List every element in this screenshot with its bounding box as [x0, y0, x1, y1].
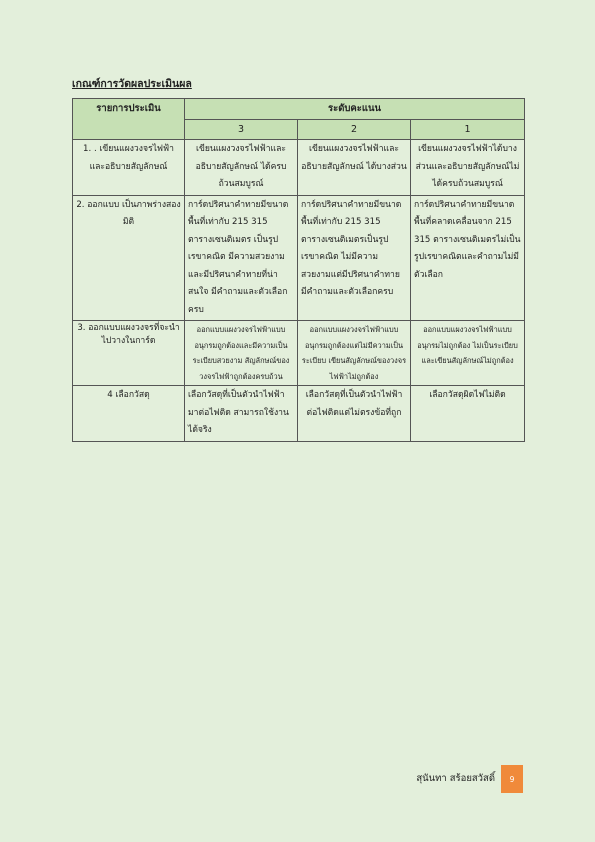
header-score-1: 1 — [411, 119, 525, 140]
criterion-cell: 1. . เขียนแผงวงจรไฟฟ้าและอธิบายสัญลักษณ์ — [73, 140, 185, 196]
score-cell: เขียนแผงวงจรไฟฟ้าได้บางส่วนและอธิบายสัญลักษณ์ไม่ได้ครบถ้วนสมบูรณ์ — [411, 140, 525, 196]
header-score-group: ระดับคะแนน — [185, 99, 525, 120]
table-row — [73, 321, 525, 386]
criterion-cell: 4 เลือกวัสดุ — [73, 386, 185, 442]
table-row — [73, 195, 525, 321]
score-cell: เขียนแผงวงจรไฟฟ้าและอธิบายสัญลักษณ์ ได้ครบถ้วนสมบูรณ์ — [185, 140, 298, 196]
table-row — [73, 140, 525, 196]
score-cell: การ์ดปริศนาคำทายมีขนาดพื้นที่เท่ากับ 215 315 ตารางเซนติเมตร เป็นรูปเรขาคณิต มีความสวยงามและมีปริศนาคำทายที่น่าสนใจ มีคำถามและตัวเลือกครบ — [185, 195, 298, 321]
score-cell: เลือกวัสดุผิดไฟไม่ติด — [411, 386, 525, 442]
page-number: 9 — [509, 774, 515, 784]
score-cell: เลือกวัสดุที่เป็นตัวนำไฟฟ้าต่อไฟติดแต่ไม่ตรงข้อที่ถูก — [298, 386, 411, 442]
page-number-badge — [501, 765, 523, 793]
header-criteria: รายการประเมิน — [73, 99, 185, 140]
criterion-cell: 2. ออกแบบ เป็นภาพร่างสองมิติ — [73, 195, 185, 321]
footer-author: สุนันทา สร้อยสวัสดิ์ — [416, 773, 495, 784]
header-score-2: 2 — [298, 119, 411, 140]
score-cell: เขียนแผงวงจรไฟฟ้าและอธิบายสัญลักษณ์ ได้บางส่วน — [298, 140, 411, 196]
rubric-table — [72, 98, 525, 442]
score-cell: การ์ดปริศนาคำทายมีขนาดพื้นที่คลาดเคลื่อนจาก 215 315 ตารางเซนติเมตรไม่เป็นรูปเรขาคณิตและคำถามไม่มีตัวเลือก — [411, 195, 525, 321]
score-cell: ออกแบบแผงวงจรไฟฟ้าแบบอนุกรมถูกต้องแต่ไม่มีความเป็นระเบียบ เขียนสัญลักษณ์ของวงจรไฟฟ้าไม่ถูกต้อง — [298, 321, 411, 386]
score-cell: ออกแบบแผงวงจรไฟฟ้าแบบอนุกรมไม่ถูกต้อง ไม่เป็นระเบียบและเขียนสัญลักษณ์ไม่ถูกต้อง — [411, 321, 525, 386]
score-cell: การ์ดปริศนาคำทายมีขนาดพื้นที่เท่ากับ 215 315 ตารางเซนติเมตรเป็นรูปเรขาคณิต ไม่มีความสวยงามแต่มีปริศนาคำทาย มีคำถามและตัวเลือกครบ — [298, 195, 411, 321]
page-title: เกณฑ์การวัดผลประเมินผล — [72, 78, 192, 90]
score-cell: เลือกวัสดุที่เป็นตัวนำไฟฟ้ามาต่อไฟติด สามารถใช้งานได้จริง — [185, 386, 298, 442]
table-row — [73, 386, 525, 442]
header-score-3: 3 — [185, 119, 298, 140]
criterion-cell: 3. ออกแบบแผงวงจรที่จะนำไปวางในการ์ด — [73, 321, 185, 386]
score-cell: ออกแบบแผงวงจรไฟฟ้าแบบอนุกรมถูกต้องและมีความเป็นระเบียบสวยงาม สัญลักษณ์ของวงจรไฟฟ้าถูกต้องครบถ้วน — [185, 321, 298, 386]
